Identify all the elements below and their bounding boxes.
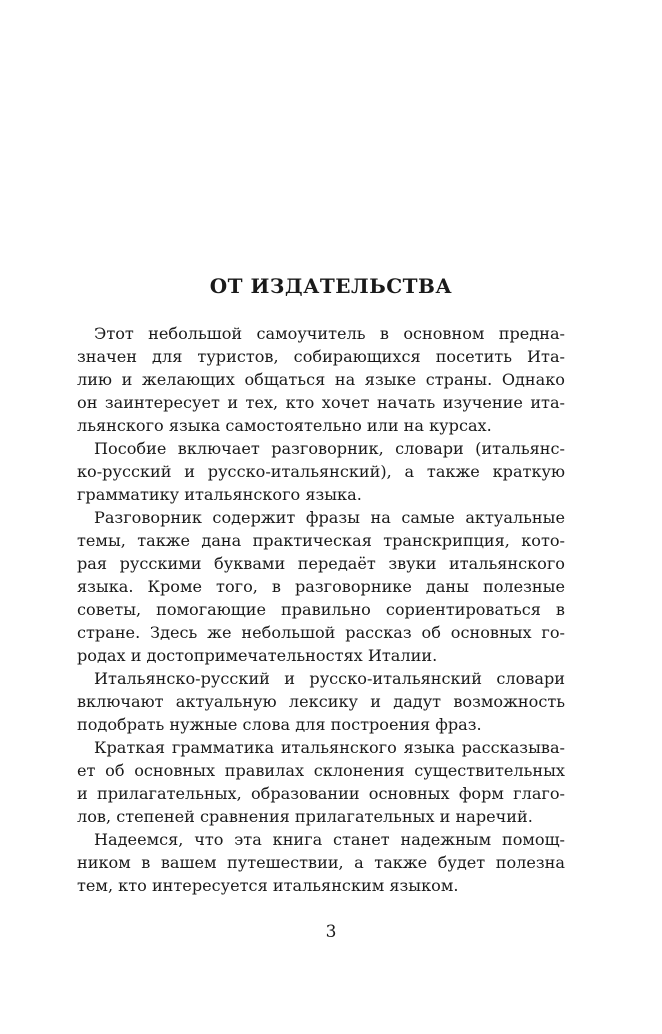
paragraph [77, 736, 565, 828]
paragraph-line: Надеемся, что эта книга станет надежным помощ- [94, 830, 565, 849]
paragraph-line: языка. Кроме того, в разговорнике даны полезные [77, 577, 565, 596]
paragraph-line: значен для туристов, собирающихся посетить Ита- [77, 347, 565, 366]
page-title: ОТ ИЗДАТЕЛЬСТВА [209, 274, 453, 298]
paragraph-line: включают актуальную лексику и дадут возможность [77, 692, 565, 711]
paragraph [77, 828, 565, 897]
paragraph-line: лов, степеней сравнения прилагательных и наречий. [77, 807, 533, 826]
page-number: 3 [325, 922, 337, 942]
paragraph-line: льянского языка самостоятельно или на курсах. [77, 416, 492, 435]
paragraph-line: Итальянско-русский и русско-итальянский словари [94, 669, 565, 688]
paragraph-line: он заинтересует и тех, кто хочет начать изучение ита- [77, 393, 565, 412]
paragraph-line: ко-русский и русско-итальянский), а также краткую [77, 462, 565, 481]
paragraph-line: грамматику итальянского языка. [77, 485, 362, 504]
paragraph-line: тем, кто интересуется итальянским языком. [77, 876, 459, 895]
paragraph-line: лию и желающих общаться на языке страны. Однако [77, 370, 565, 389]
paragraph-line: Краткая грамматика итальянского языка рассказыва- [94, 738, 565, 757]
paragraph-line: и прилагательных, образовании основных форм глаго- [77, 784, 565, 803]
paragraph-line: темы, также дана практическая транскрипция, кото- [77, 531, 565, 550]
body-text [77, 322, 565, 897]
paragraph [77, 437, 565, 506]
paragraph-line: стране. Здесь же небольшой рассказ об основных го- [77, 623, 565, 642]
paragraph-line: Этот небольшой самоучитель в основном предна- [94, 324, 565, 343]
paragraph-line: ет об основных правилах склонения существительных [77, 761, 565, 780]
paragraph [77, 322, 565, 437]
paragraph [77, 667, 565, 736]
paragraph-line: ником в вашем путешествии, а также будет полезна [77, 853, 565, 872]
paragraph-line: Пособие включает разговорник, словари (итальянс- [94, 439, 565, 458]
paragraph-line: Разговорник содержит фразы на самые актуальные [94, 508, 565, 527]
paragraph [77, 506, 565, 667]
paragraph-line: рая русскими буквами передаёт звуки итальянского [77, 554, 565, 573]
paragraph-line: родах и достопримечательностях Италии. [77, 646, 438, 665]
paragraph-line: подобрать нужные слова для построения фраз. [77, 715, 482, 734]
paragraph-line: советы, помогающие правильно сориентироваться в [77, 600, 565, 619]
